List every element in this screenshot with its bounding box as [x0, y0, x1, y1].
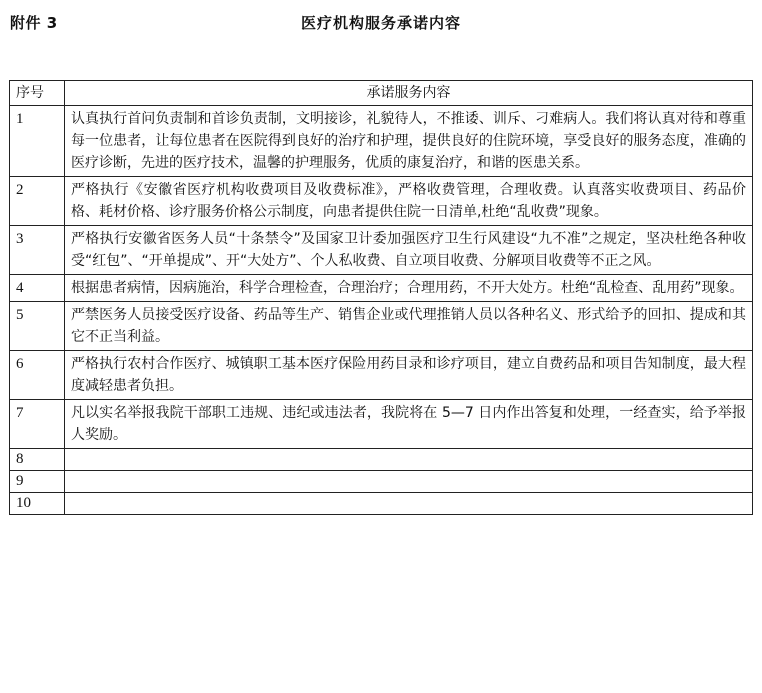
- table-row: [10, 493, 753, 515]
- row-content: 严格执行安徽省医务人员“十条禁令”及国家卫计委加强医疗卫生行风建设“九不准”之规定，坚决杜绝各种收受“红包”、“开单提成”、开“大处方”、个人私收费、自立项目收费、分解项目收费等不正之风。: [64, 226, 752, 275]
- row-number: 9: [10, 471, 65, 493]
- row-number: 6: [10, 351, 65, 400]
- page-title: 医疗机构服务承诺内容: [300, 14, 461, 32]
- table-row: [10, 471, 753, 493]
- table-row: [10, 351, 753, 400]
- column-header-content: 承诺服务内容: [64, 81, 752, 106]
- row-content: [64, 449, 752, 471]
- row-content: 严格执行《安徽省医疗机构收费项目及收费标准》，严格收费管理，合理收费。认真落实收费项目、药品价格、耗材价格、诊疗服务价格公示制度，向患者提供住院一日清单,杜绝“乱收费”现象。: [64, 177, 752, 226]
- row-number: 7: [10, 400, 65, 449]
- table-header-row: [10, 81, 753, 106]
- row-number: 4: [10, 275, 65, 302]
- row-content: 严格执行农村合作医疗、城镇职工基本医疗保险用药目录和诊疗项目，建立自费药品和项目告知制度，最大程度减轻患者负担。: [64, 351, 752, 400]
- service-commitment-table: [9, 80, 753, 515]
- row-number: 2: [10, 177, 65, 226]
- row-number: 3: [10, 226, 65, 275]
- row-content: [64, 471, 752, 493]
- row-number: 1: [10, 106, 65, 177]
- row-content: 凡以实名举报我院干部职工违规、违纪或违法者，我院将在 5—7 日内作出答复和处理，一经查实，给予举报人奖励。: [64, 400, 752, 449]
- row-content: [64, 493, 752, 515]
- table-row: [10, 400, 753, 449]
- row-content: 认真执行首问负责制和首诊负责制，文明接诊，礼貌待人，不推诿、训斥、刁难病人。我们将认真对待和尊重每一位患者，让每位患者在医院得到良好的治疗和护理，提供良好的住院环境，享受良好的服务态度，准确的医疗诊断，先进的医疗技术，温馨的护理服务，优质的康复治疗，和谐的医患关系。: [64, 106, 752, 177]
- table-row: [10, 226, 753, 275]
- attachment-label: 附件 3: [10, 14, 58, 32]
- table-row: [10, 302, 753, 351]
- table-row: [10, 177, 753, 226]
- table-row: [10, 275, 753, 302]
- row-number: 8: [10, 449, 65, 471]
- table-row: [10, 106, 753, 177]
- column-header-no: 序号: [10, 81, 65, 106]
- row-number: 5: [10, 302, 65, 351]
- row-content: 根据患者病情，因病施治，科学合理检查，合理治疗；合理用药，不开大处方。杜绝“乱检查、乱用药”现象。: [64, 275, 752, 302]
- row-content: 严禁医务人员接受医疗设备、药品等生产、销售企业或代理推销人员以各种名义、形式给予的回扣、提成和其它不正当利益。: [64, 302, 752, 351]
- row-number: 10: [10, 493, 65, 515]
- table-row: [10, 449, 753, 471]
